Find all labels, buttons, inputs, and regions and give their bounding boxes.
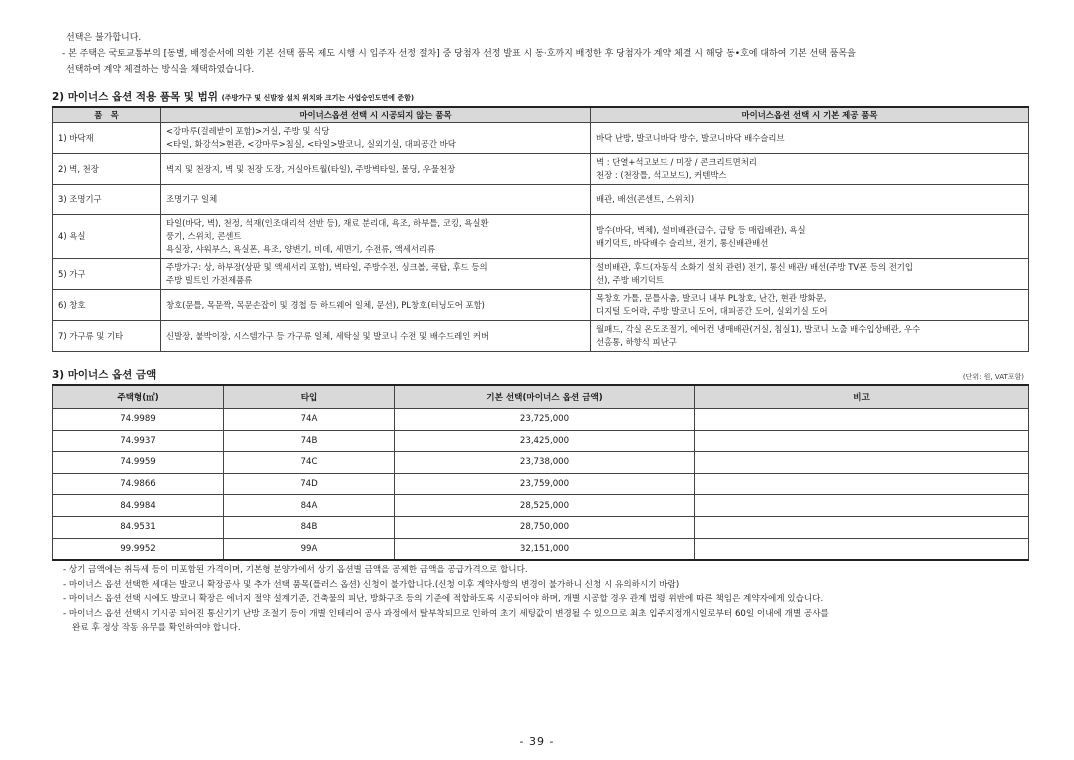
section-heading: 3) 마이너스 옵션 금액 <box>52 369 157 381</box>
amount-cell: 28,750,000 <box>395 516 695 538</box>
table-row <box>53 409 1029 431</box>
provided-cell <box>591 321 1029 352</box>
intro-line: 선택하여 계약 체결하는 방식을 채택하였습니다. <box>66 65 255 75</box>
area-cell: 84.9531 <box>53 516 224 538</box>
table-row <box>53 185 1029 215</box>
provided-cell <box>591 290 1029 321</box>
column-header: 마이너스옵션 선택 시 기본 제공 품목 <box>591 107 1029 123</box>
provided-line: 설비배관, 후드(자동식 소화기 설치 관련) 전기, 통신 배관/ 배선(주방 TV폰 등의 전기입 <box>596 262 913 272</box>
provided-line: 바닥 난방, 발코니바닥 방수, 발코니바닥 배수슬리브 <box>596 132 785 143</box>
column-header: 비고 <box>695 385 1029 409</box>
excluded-line: 주방 빌트인 가전제품류 <box>166 275 253 285</box>
remark-cell <box>695 452 1029 474</box>
type-cell: 84A <box>224 495 395 517</box>
column-header: 기본 선택(마이너스 옵션 금액) <box>395 385 695 409</box>
amount-cell: 23,738,000 <box>395 452 695 474</box>
provided-line: 천장 : (천장틀, 석고보드), 커텐박스 <box>596 170 727 180</box>
amount-cell: 28,525,000 <box>395 495 695 517</box>
area-cell: 74.9937 <box>53 430 224 452</box>
notes <box>52 563 1028 636</box>
excluded-line: 타일(바닥, 벽), 천정, 석재(인조대리석 선반 등), 재료 분리대, 욕조, 하부틀, 코킹, 욕실환 <box>166 218 489 228</box>
note-line: - 상기 금액에는 취득세 등이 미포함된 가격이며, 기본형 분양가에서 상기 옵션별 금액을 공제한 금액을 공급가격으로 합니다. <box>63 565 528 576</box>
column-header: 품 목 <box>53 107 161 123</box>
amount-cell: 32,151,000 <box>395 538 695 560</box>
excluded-cell <box>161 215 591 259</box>
intro-line: - 본 주택은 국토교통부의 [동별, 배정순서에 의한 기본 선택 품목 제도 시행 시 입주자 선정 절차] 중 당첨자 선정 발표 시 동·호까지 배정한 후 당첨자가 계약 체결 시 해당 동•호에 대하여 기본 선택 품목을 <box>62 49 856 59</box>
document-page <box>52 30 1028 636</box>
remark-cell <box>695 409 1029 431</box>
excluded-cell <box>161 321 591 352</box>
remark-cell <box>695 495 1029 517</box>
type-cell: 74D <box>224 473 395 495</box>
remark-cell <box>695 538 1029 560</box>
note-line: 완료 후 정상 작동 유무를 확인하여야 합니다. <box>72 623 241 634</box>
section-title <box>52 88 1028 106</box>
excluded-cell <box>161 185 591 215</box>
excluded-cell <box>161 259 591 290</box>
table-row <box>53 154 1029 185</box>
type-cell: 99A <box>224 538 395 560</box>
table-row <box>53 259 1029 290</box>
type-cell: 74C <box>224 452 395 474</box>
type-cell: 84B <box>224 516 395 538</box>
note-line: - 마이너스 옵션 선택시 기시공 되어진 통신기기 난방 조절기 등이 개별 인테리어 공사 과정에서 탈부착되므로 인하여 초기 세팅값이 변경될 수 있으므로 최초 입주지정개시일로부터 60일 이내에 개별 공사를 <box>63 608 829 619</box>
excluded-line: 벽지 및 천장지, 벽 및 천장 도장, 거실아트월(타일), 주방벽타일, 몰딩, 우물천장 <box>166 163 456 174</box>
intro-text <box>52 30 1028 78</box>
remark-cell <box>695 473 1029 495</box>
table-row <box>53 452 1029 474</box>
section-heading: 2) 마이너스 옵션 적용 품목 및 범위 <box>52 91 218 103</box>
excluded-cell <box>161 123 591 154</box>
excluded-line: 주방가구: 상, 하부장(상판 및 액세서리 포함), 벽타일, 주방수전, 싱크볼, 쿡탑, 후드 등의 <box>166 262 488 272</box>
amount-cell: 23,725,000 <box>395 409 695 431</box>
type-cell: 74A <box>224 409 395 431</box>
provided-line: 목창호 가틀, 문틀사춤, 발코니 내부 PL창호, 난간, 현관 방화문, <box>596 293 827 303</box>
excluded-line: 창호(문틀, 목문짝, 목문손잡이 및 경첩 등 하드웨어 일체, 문선), PL창호(터닝도어 포함) <box>166 299 485 310</box>
excluded-line: <타일, 화강석>현관, <강마루>침실, <타일>발코니, 실외기실, 대피공간 바닥 <box>166 139 456 149</box>
table-row <box>53 495 1029 517</box>
table-row <box>53 538 1029 560</box>
provided-line: 벽 : 단열+석고보드 / 미장 / 콘크리트면처리 <box>596 157 757 167</box>
excluded-cell <box>161 290 591 321</box>
note-line: - 마이너스 옵션 선택 시에도 발코니 확장은 에너지 절약 설계기준, 건축물의 피난, 방화구조 등의 기준에 적합하도록 시공되어야 하며, 개별 시공할 경우 관계 법령 위반에 따른 책임은 계약자에게 있습니다. <box>63 594 824 605</box>
provided-cell <box>591 154 1029 185</box>
area-cell: 99.9952 <box>53 538 224 560</box>
table-row <box>53 473 1029 495</box>
column-header: 주택형(㎡) <box>53 385 224 409</box>
excluded-line: 신발장, 붙박이장, 시스템가구 등 가구류 일체, 세탁실 및 발코니 수전 및 배수드레인 커버 <box>166 330 490 341</box>
option-items-table <box>52 106 1029 352</box>
price-table <box>52 384 1029 561</box>
item-cell: 6) 창호 <box>53 290 161 321</box>
item-cell: 7) 가구류 및 기타 <box>53 321 161 352</box>
provided-line: 선홈통, 하향식 피난구 <box>596 337 677 347</box>
amount-cell: 23,425,000 <box>395 430 695 452</box>
table-row <box>53 215 1029 259</box>
table-row <box>53 321 1029 352</box>
provided-line: 배기덕트, 바닥배수 슬리브, 전기, 통신배관배선 <box>596 237 769 248</box>
column-header: 타입 <box>224 385 395 409</box>
provided-line: 선), 주방 배기덕트 <box>596 275 664 285</box>
provided-cell <box>591 215 1029 259</box>
area-cell: 74.9959 <box>53 452 224 474</box>
excluded-line: 욕실장, 샤워부스, 욕실폰, 욕조, 양변기, 비데, 세면기, 수전류, 액세서리류 <box>166 244 436 254</box>
unit-label: (단위: 원, VAT포함) <box>962 373 1024 381</box>
excluded-line: 풍기, 스위치, 콘센트 <box>166 231 242 241</box>
note-line: - 마이너스 옵션 선택한 세대는 발코니 확장공사 및 추가 선택 품목(플러스 옵션) 신청이 불가합니다.(신청 이후 계약사항의 변경이 불가하니 신청 시 유의하시기 바람) <box>63 579 680 590</box>
amount-cell: 23,759,000 <box>395 473 695 495</box>
area-cell: 84.9984 <box>53 495 224 517</box>
item-cell: 4) 욕실 <box>53 215 161 259</box>
table-header-row <box>53 385 1029 409</box>
remark-cell <box>695 430 1029 452</box>
table-row <box>53 123 1029 154</box>
item-cell: 2) 벽, 천장 <box>53 154 161 185</box>
item-cell: 5) 가구 <box>53 259 161 290</box>
provided-line: 배관, 배선(콘센트, 스위치) <box>596 194 695 204</box>
column-header: 마이너스옵션 선택 시 시공되지 않는 품목 <box>161 107 591 123</box>
page-number: - 39 - <box>519 735 555 748</box>
item-cell: 1) 바닥재 <box>53 123 161 154</box>
table-row <box>53 290 1029 321</box>
intro-line: 선택은 불가합니다. <box>66 33 142 43</box>
table-row <box>53 430 1029 452</box>
provided-line: 디지털 도어락, 주방 발코니 도어, 대피공간 도어, 실외기실 도어 <box>596 306 828 316</box>
provided-cell <box>591 123 1029 154</box>
item-cell: 3) 조명기구 <box>53 185 161 215</box>
excluded-line: <강마루(걸레받이 포함)>거실, 주방 및 식당 <box>166 126 330 136</box>
provided-line: 방수(바닥, 벽체), 설비배관(급수, 급탕 등 매립배관), 욕실 <box>596 224 806 235</box>
remark-cell <box>695 516 1029 538</box>
area-cell: 74.9866 <box>53 473 224 495</box>
excluded-cell <box>161 154 591 185</box>
provided-line: 월패드, 각실 온도조절기, 에어컨 냉매배관(거실, 침실1), 발코니 노출 배수입상배관, 우수 <box>596 324 921 334</box>
type-cell: 74B <box>224 430 395 452</box>
provided-cell <box>591 259 1029 290</box>
excluded-line: 조명기구 일체 <box>166 194 218 204</box>
provided-cell <box>591 185 1029 215</box>
section-note: (주방가구 및 신발장 설치 위치와 크기는 사업승인도면에 준함) <box>221 94 415 102</box>
area-cell: 74.9989 <box>53 409 224 431</box>
section-title <box>52 366 1028 384</box>
table-row <box>53 516 1029 538</box>
table-header-row <box>53 107 1029 123</box>
